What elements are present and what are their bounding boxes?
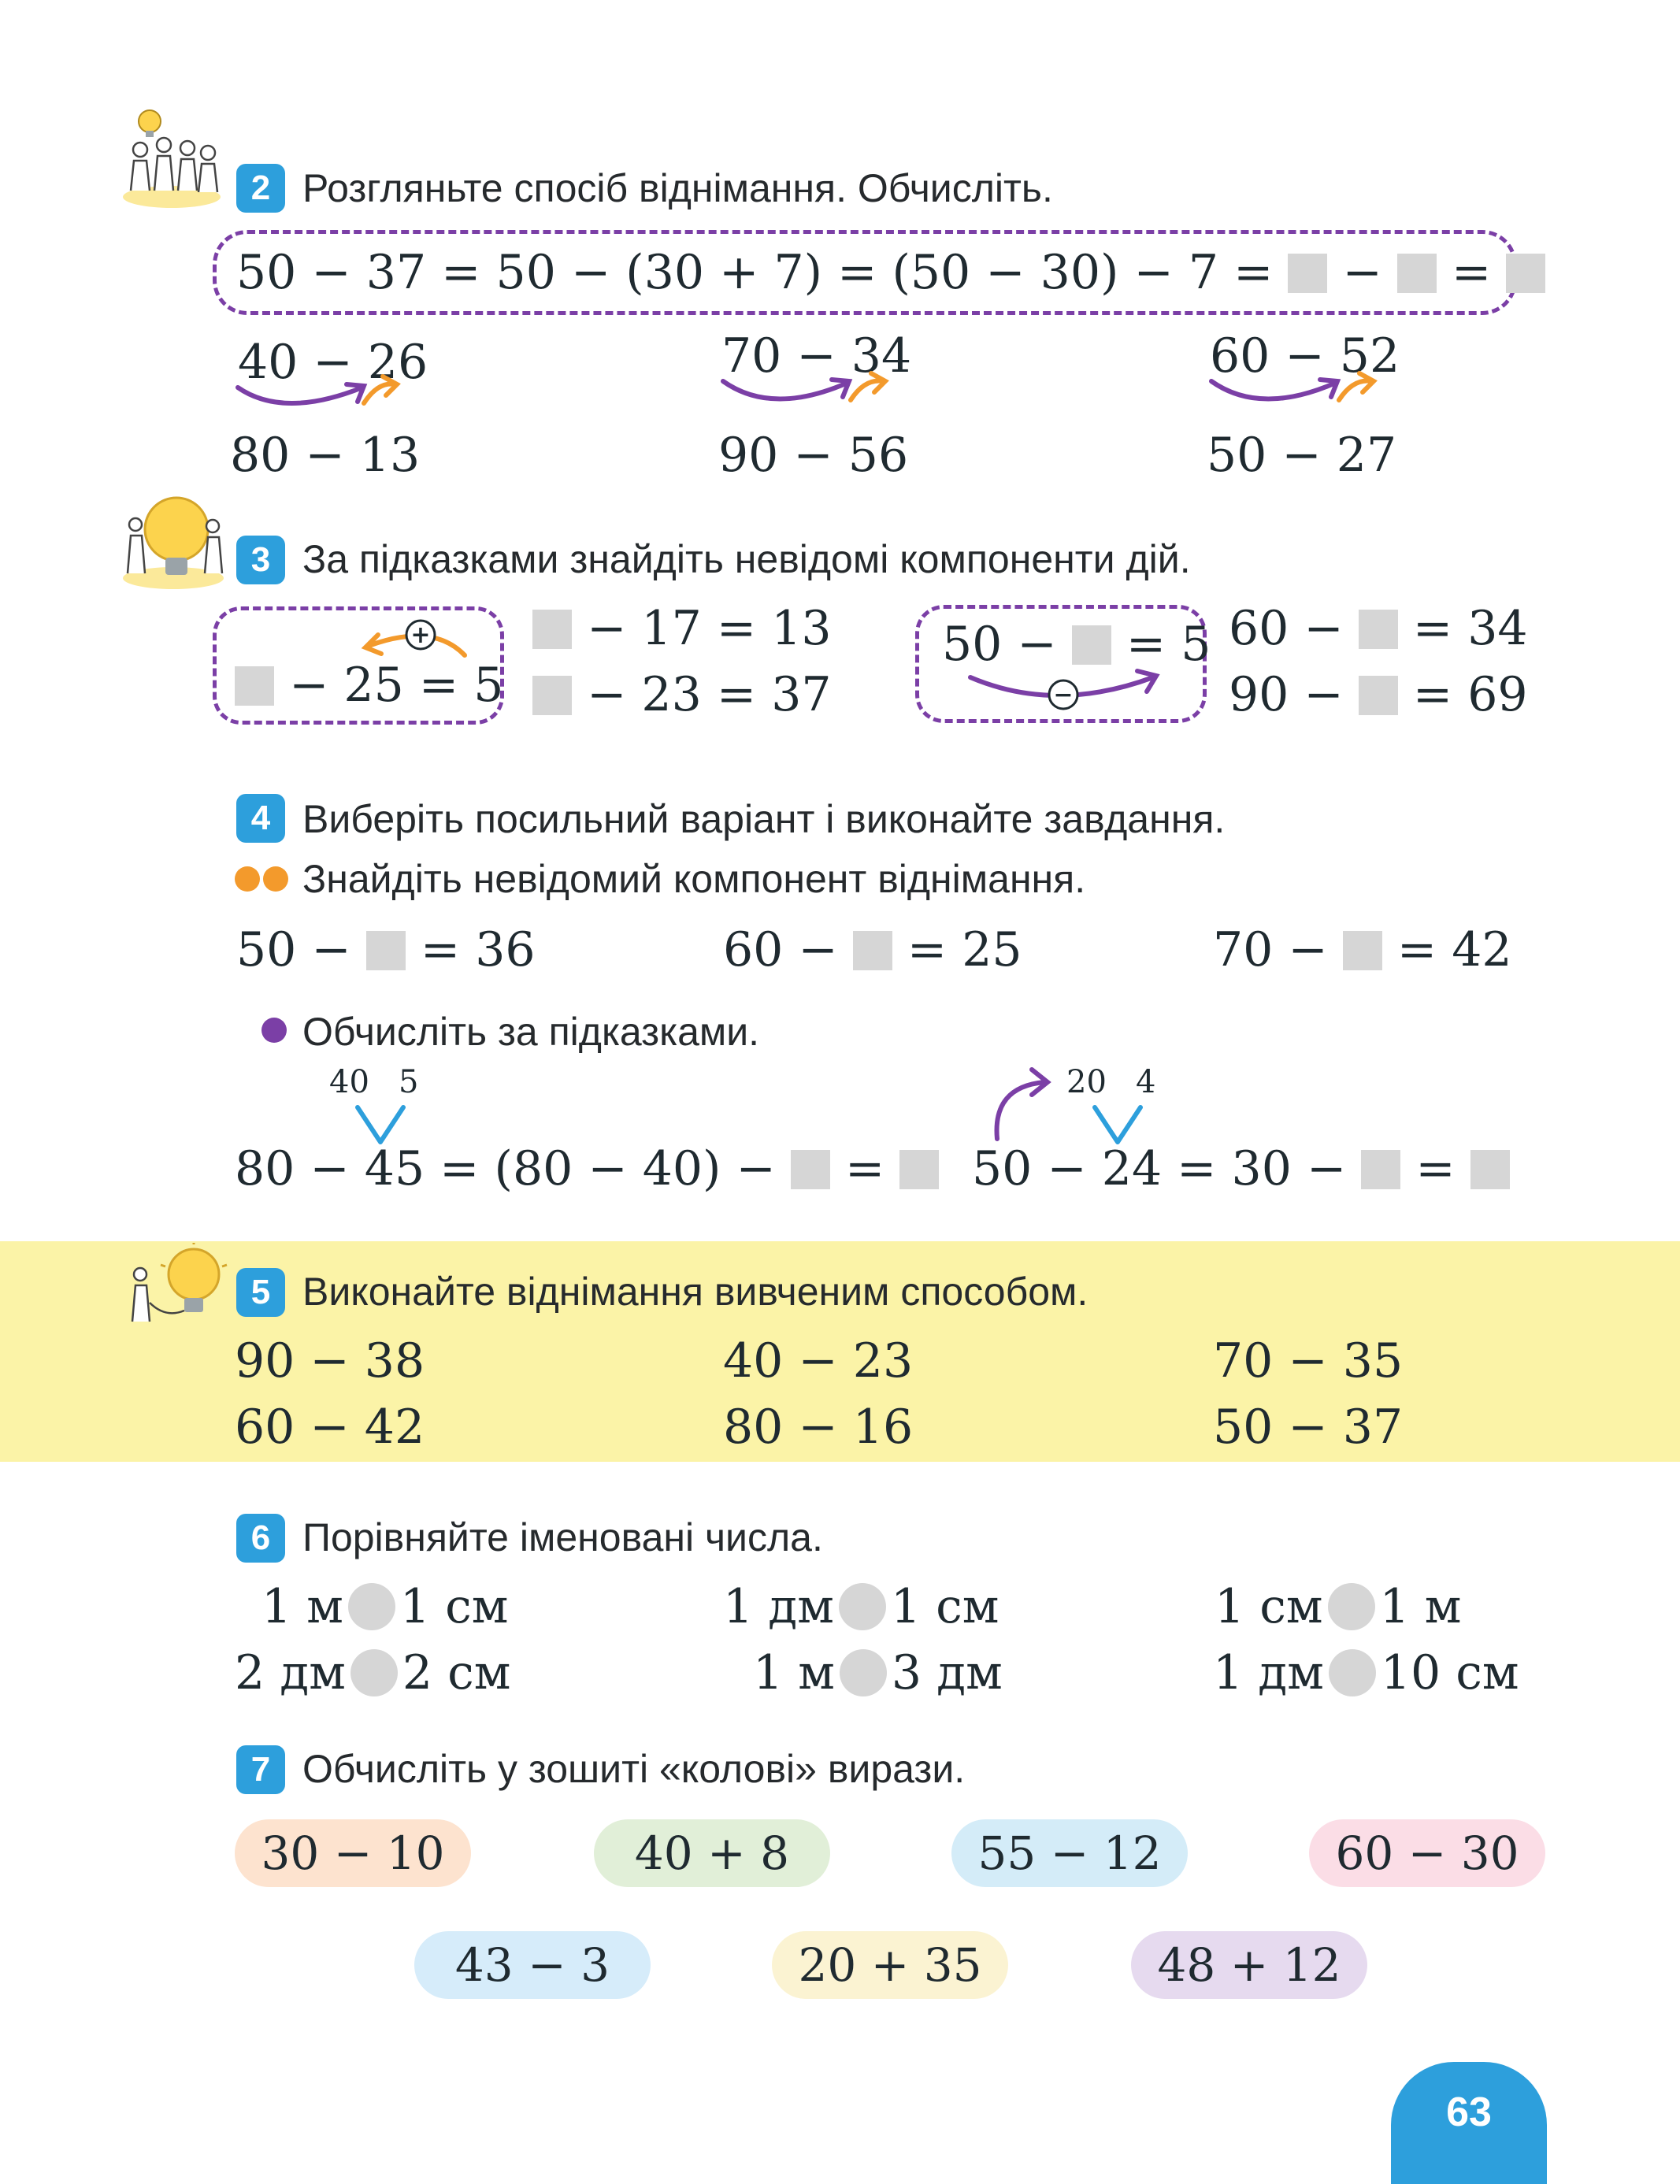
task-5-title: Виконайте віднімання вивченим способом.	[302, 1270, 1088, 1314]
task-2-number-badge: 2	[236, 164, 285, 213]
task-3-equation: 90 − = 69	[1229, 667, 1528, 722]
task-6-comparison: 1 дм 10 см	[1213, 1645, 1519, 1700]
compare-circle[interactable]	[350, 1649, 398, 1696]
task-4-expression: 50 − 24 = 30 − =	[972, 1140, 1510, 1197]
answer-box[interactable]	[1397, 254, 1437, 293]
answer-box[interactable]	[853, 931, 892, 970]
task-3-hint-equation: − 25 = 5	[235, 657, 503, 714]
lightbulb-icon	[118, 1243, 228, 1329]
task-2-example-expression: 50 − 37 = 50 − (30 + 7) = (50 − 30) − 7 = − =	[236, 244, 1545, 301]
answer-box[interactable]	[1072, 625, 1111, 665]
split-number: 40	[329, 1064, 369, 1100]
split-number: 5	[399, 1064, 419, 1100]
task-5-exercise: 70 − 35	[1213, 1333, 1404, 1389]
task-5-exercise: 80 − 16	[723, 1400, 914, 1455]
compare-circle[interactable]	[839, 1583, 886, 1630]
task-6-comparison: 1 м 1 см	[261, 1579, 509, 1634]
expression-pill[interactable]: 55 − 12	[951, 1819, 1188, 1887]
compare-circle[interactable]	[1328, 1583, 1375, 1630]
task-6-comparison: 2 дм 2 см	[235, 1645, 511, 1700]
compare-circle[interactable]	[840, 1649, 887, 1696]
task-4-equation: 70 − = 42	[1213, 922, 1512, 977]
expression-pill[interactable]: 30 − 10	[235, 1819, 471, 1887]
answer-box[interactable]	[235, 666, 274, 706]
compare-circle[interactable]	[348, 1583, 395, 1630]
task-3-equation: − 23 = 37	[532, 666, 832, 723]
answer-box[interactable]	[791, 1150, 830, 1189]
expression-pill[interactable]: 60 − 30	[1309, 1819, 1545, 1887]
page-number: 63	[1391, 2062, 1547, 2184]
task-6-comparison: 1 см 1 м	[1215, 1579, 1462, 1634]
task-3-number-badge: 3	[236, 536, 285, 584]
task-5-number-badge: 5	[236, 1268, 285, 1317]
expression-pill[interactable]: 40 + 8	[594, 1819, 830, 1887]
svg-text:−: −	[1053, 681, 1074, 709]
answer-box[interactable]	[1506, 254, 1545, 293]
answer-box[interactable]	[366, 931, 406, 970]
one-dot-icon	[261, 1018, 287, 1047]
task-4-expression: 80 − 45 = (80 − 40) − =	[235, 1140, 939, 1197]
lightbulb-icon	[118, 490, 228, 592]
answer-box[interactable]	[532, 610, 572, 649]
two-dots-icon	[235, 866, 288, 895]
answer-box[interactable]	[899, 1150, 939, 1189]
task-4-title: Виберіть посильний варіант і виконайте завдання.	[302, 797, 1226, 841]
answer-box[interactable]	[532, 676, 572, 715]
answer-box[interactable]	[1343, 931, 1382, 970]
expression-pill[interactable]: 43 − 3	[414, 1931, 651, 1999]
task-4-number-badge: 4	[236, 794, 285, 843]
answer-box[interactable]	[1361, 1150, 1400, 1189]
task-5-exercise: 40 − 23	[723, 1333, 914, 1389]
split-number: 4	[1136, 1064, 1156, 1100]
curved-arrow-icon	[989, 1063, 1060, 1142]
task-5-exercise: 60 − 42	[235, 1400, 425, 1455]
answer-box[interactable]	[1470, 1150, 1510, 1189]
teamwork-icon	[117, 104, 227, 214]
task-3-equation: − 17 = 13	[532, 600, 832, 657]
task-6-comparison: 1 м 3 дм	[753, 1645, 1003, 1700]
task-6-number-badge: 6	[236, 1514, 285, 1563]
task-5-exercise: 50 − 37	[1213, 1400, 1404, 1455]
task-2-exercise: 50 − 27	[1207, 428, 1397, 483]
task-2-exercise: 60 − 52	[1210, 328, 1400, 384]
task-7-number-badge: 7	[236, 1745, 285, 1794]
task-2-title: Розгляньте спосіб віднімання. Обчисліть.	[302, 166, 1053, 210]
task-2-exercise: 80 − 13	[230, 428, 421, 483]
svg-text:+: +	[410, 621, 431, 649]
expression-pill[interactable]: 20 + 35	[772, 1931, 1008, 1999]
task-2-exercise: 90 − 56	[718, 428, 909, 483]
task-2-split-arrows	[228, 370, 1394, 425]
task-6-title: Порівняйте іменовані числа.	[302, 1515, 823, 1559]
compare-circle[interactable]	[1329, 1649, 1376, 1696]
task-3-equation: 60 − = 34	[1229, 601, 1528, 656]
task-6-comparison: 1 дм 1 см	[723, 1579, 999, 1634]
answer-box[interactable]	[1359, 676, 1398, 715]
answer-box[interactable]	[1359, 610, 1398, 649]
task-4-equation: 50 − = 36	[236, 922, 536, 977]
task-4-option-b-text: Обчисліть за підказками.	[302, 1010, 760, 1054]
task-2-exercise: 40 − 26	[238, 335, 428, 390]
task-2-exercise: 70 − 34	[721, 328, 912, 384]
task-5-exercise: 90 − 38	[235, 1333, 425, 1389]
minus-arrow-hint	[961, 663, 1174, 718]
answer-box[interactable]	[1288, 254, 1327, 293]
task-3-title: За підказками знайдіть невідомі компоненти дій.	[302, 537, 1191, 581]
task-7-title: Обчисліть у зошиті «колові» вирази.	[302, 1747, 966, 1791]
expression-pill[interactable]: 48 + 12	[1131, 1931, 1367, 1999]
plus-arrow-hint	[354, 614, 473, 662]
task-4-equation: 60 − = 25	[723, 922, 1022, 977]
task-3-hint-equation: 50 − = 5	[942, 617, 1211, 672]
split-number: 20	[1066, 1064, 1107, 1100]
task-4-option-a-text: Знайдіть невідомий компонент віднімання.	[302, 857, 1086, 901]
